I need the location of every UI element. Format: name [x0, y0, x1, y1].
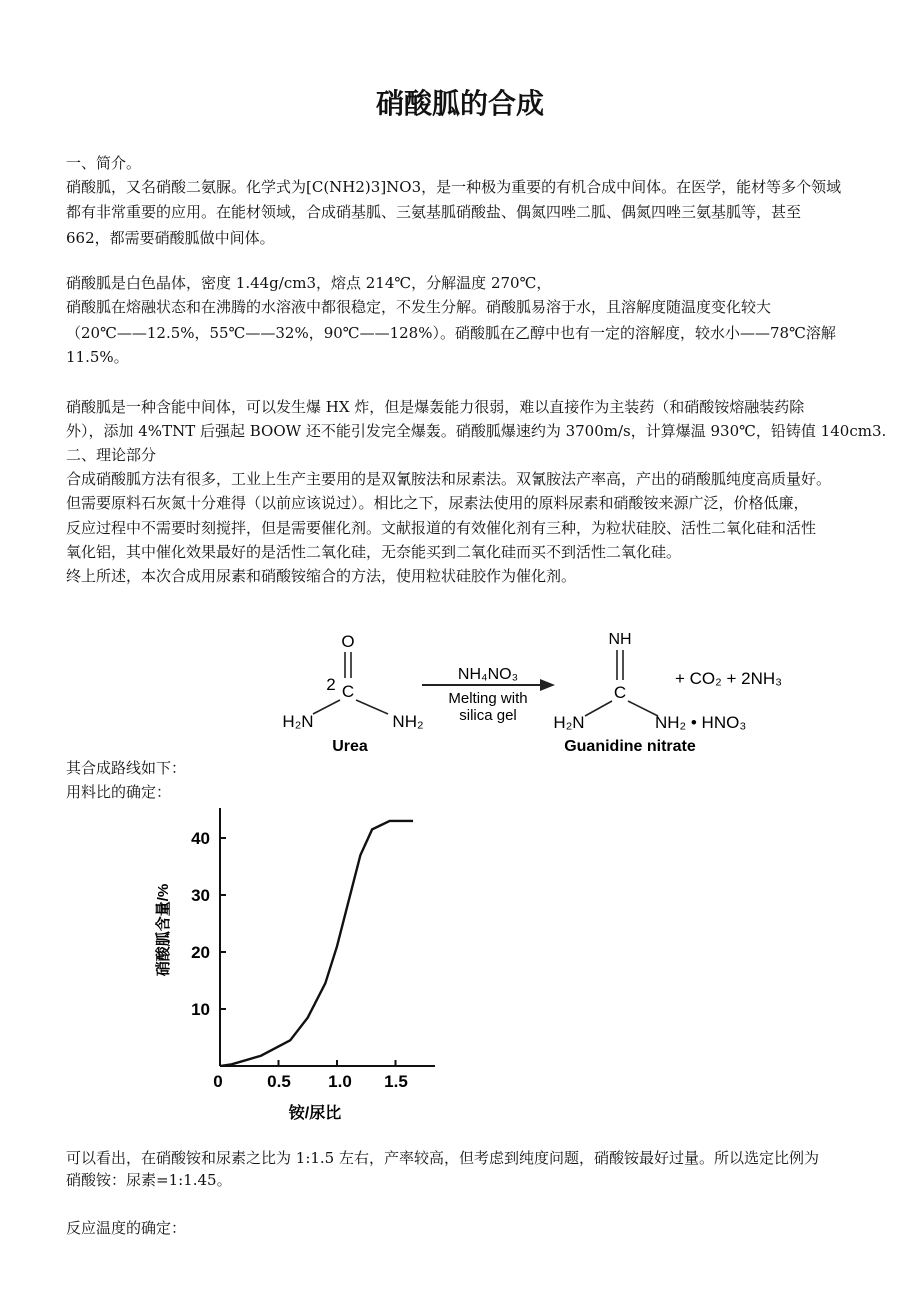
y-tick-label: 20 [191, 943, 210, 962]
section-heading: 一、简介。 [66, 154, 142, 172]
condition-line-2: silica gel [459, 707, 517, 724]
ratio-chart [140, 800, 450, 1130]
paragraph-line: 硝酸铵：尿素=1:1.45。 [66, 1171, 232, 1189]
y-tick-label: 40 [191, 829, 210, 848]
x-tick-label: 1.0 [328, 1072, 352, 1091]
product-label: Guanidine nitrate [564, 738, 696, 755]
product-imine: NH [608, 631, 632, 648]
paragraph-line: 可以看出，在硝酸铵和尿素之比为 1:1.5 左右，产率较高，但考虑到纯度问题，硝酸铵最好过量。所以选定比例为 [66, 1149, 819, 1167]
y-tick-label: 30 [191, 886, 210, 905]
paragraph-line: 硝酸胍，又名硝酸二氨脲。化学式为[C(NH2)3]NO3，是一种极为重要的有机合成中间体。在医学，能材等多个领域 [66, 178, 842, 196]
y-tick-label: 10 [191, 1000, 210, 1019]
page-title: 硝酸胍的合成 [375, 87, 544, 120]
paragraph-line: 硝酸胍是一种含能中间体，可以发生爆 HX 炸，但是爆轰能力很弱，难以直接作为主装药（和硝酸铵熔融装药除 [66, 398, 805, 416]
arrow-icon [540, 679, 555, 691]
paragraph-line: 但需要原料石灰氮十分难得（以前应该说过）。相比之下，尿素法使用的原料尿素和硝酸铵来源广泛，价格低廉， [66, 494, 809, 512]
urea-carbon: C [341, 682, 355, 701]
reaction-scheme [270, 620, 820, 765]
paragraph-line: 氧化铝，其中催化效果最好的是活性二氧化硅，无奈能买到二氧化硅而买不到活性二氧化硅。 [66, 543, 682, 561]
urea-label: Urea [332, 738, 368, 755]
urea-oxygen: O [341, 632, 355, 651]
product-carbon: C [613, 683, 627, 702]
reagent: NH₄NO₃ [457, 666, 519, 683]
section-heading: 二、理论部分 [66, 446, 157, 464]
paragraph-line: 662，都需要硝酸胍做中间体。 [66, 229, 275, 247]
byproducts: + CO₂ + 2NH₃ [675, 669, 783, 688]
paragraph-line: 11.5%。 [66, 348, 129, 366]
x-axis-label: 铵/尿比 [288, 1105, 342, 1122]
temperature-heading: 反应温度的确定： [66, 1219, 187, 1237]
data-line [220, 821, 413, 1066]
route-caption: 其合成路线如下： [66, 759, 187, 777]
paragraph-line: 终上所述，本次合成用尿素和硝酸铵缩合的方法，使用粒状硅胶作为催化剂。 [66, 567, 577, 585]
y-axis-label: 硝酸胍含量/% [155, 883, 172, 977]
x-tick-label: 0.5 [267, 1072, 291, 1091]
product-right-group: NH₂ • HNO₃ [655, 713, 747, 732]
paragraph-line: 都有非常重要的应用。在能材领域，合成硝基胍、三氨基胍硝酸盐、偶氮四唑二胍、偶氮四唑三氨基胍等，甚至 [66, 203, 802, 221]
urea-left-group: H₂N [282, 712, 314, 731]
urea-right-group: NH₂ [392, 712, 424, 731]
paragraph-line: 硝酸胍在熔融状态和在沸腾的水溶液中都很稳定，不发生分解。硝酸胍易溶于水，且溶解度随温度变化较大 [66, 298, 772, 316]
x-tick-label: 1.5 [384, 1072, 408, 1091]
x-tick-label: 0 [213, 1072, 223, 1091]
paragraph-line: （20℃——12.5%，55℃——32%，90℃——128%）。硝酸胍在乙醇中也有一定的溶解度，较水小——78℃溶解 [66, 324, 836, 342]
ratio-heading: 用料比的确定： [66, 783, 172, 801]
paragraph-line: 外），添加 4%TNT 后强起 BOOW 还不能引发完全爆轰。硝酸胍爆速约为 3700m/s，计算爆温 930℃，铅铸值 140cm3. [66, 422, 887, 440]
paragraph-line: 合成硝酸胍方法有很多，工业上生产主要用的是双氰胺法和尿素法。双氰胺法产率高，产出的硝酸胍纯度高质量好。 [66, 470, 832, 488]
condition-line-1: Melting with [448, 690, 528, 707]
coefficient: 2 [326, 675, 336, 694]
paragraph-line: 硝酸胍是白色晶体，密度 1.44g/cm3，熔点 214℃，分解温度 270℃， [66, 274, 552, 292]
product-left-group: H₂N [553, 713, 585, 732]
paragraph-line: 反应过程中不需要时刻搅拌，但是需要催化剂。文献报道的有效催化剂有三种，为粒状硅胶、活性二氧化硅和活性 [66, 519, 817, 537]
